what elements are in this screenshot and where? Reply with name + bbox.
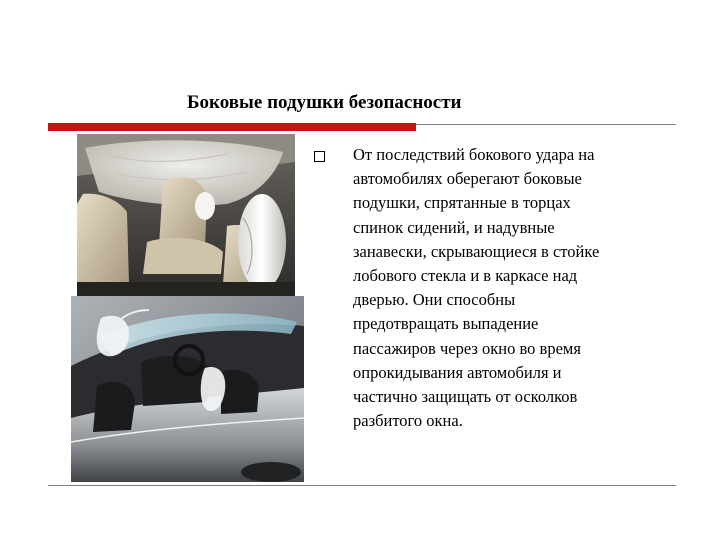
body-line: лобового стекла и в каркасе над xyxy=(353,266,578,286)
body-line: автомобилях оберегают боковые xyxy=(353,169,582,189)
bottom-rule xyxy=(48,485,676,486)
convertible-airbag-image xyxy=(71,296,304,482)
body-line: дверью. Они способны xyxy=(353,290,516,310)
body-line: спинок сидений, и надувные xyxy=(353,217,555,237)
interior-airbag-image xyxy=(77,134,295,296)
convertible-airbag-photo xyxy=(71,296,304,482)
interior-airbag-photo xyxy=(77,134,295,296)
title-accent-bar xyxy=(48,123,416,131)
body-line: опрокидывания автомобиля и xyxy=(353,362,562,382)
body-line: От последствий бокового удара на xyxy=(353,145,595,164)
body-line: занавески, скрывающиеся в стойке xyxy=(353,241,600,261)
body-line: частично защищать от осколков xyxy=(353,387,578,407)
body-line: пассажиров через окно во время xyxy=(353,338,581,358)
body-line: разбитого окна. xyxy=(353,411,463,431)
bullet-square xyxy=(314,151,325,162)
body-line: предотвращать выпадение xyxy=(353,314,539,334)
body-text xyxy=(353,143,668,433)
slide-title: Боковые подушки безопасности xyxy=(187,92,462,113)
body-line: подушки, спрятанные в торцах xyxy=(353,193,571,213)
